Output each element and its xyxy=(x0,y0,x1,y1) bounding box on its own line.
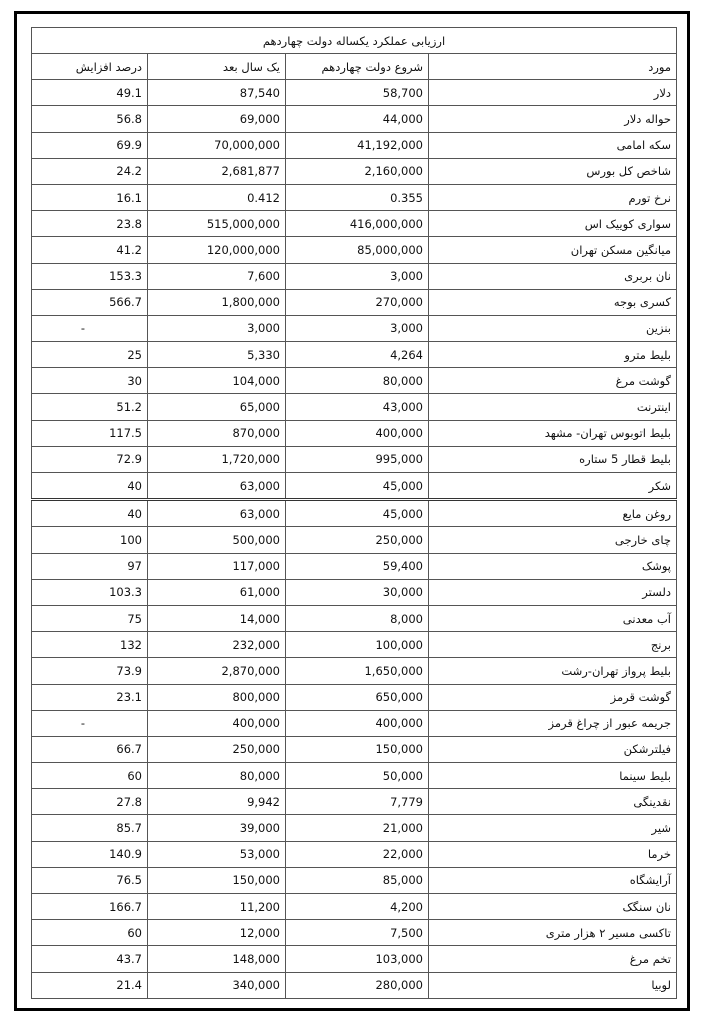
start-cell: 80,000 xyxy=(286,368,429,394)
start-cell: 250,000 xyxy=(286,527,429,553)
item-cell: بلیط قطار 5 ستاره xyxy=(429,446,677,472)
percent-cell: 49.1 xyxy=(32,80,148,106)
item-cell: خرما xyxy=(429,841,677,867)
start-cell: 4,264 xyxy=(286,342,429,368)
item-cell: تخم مرغ xyxy=(429,946,677,972)
item-cell: نان بربری xyxy=(429,263,677,289)
start-cell: 4,200 xyxy=(286,894,429,920)
percent-cell: 25 xyxy=(32,342,148,368)
start-cell: 45,000 xyxy=(286,500,429,527)
start-cell: 3,000 xyxy=(286,315,429,341)
after-cell: 53,000 xyxy=(148,841,286,867)
after-cell: 400,000 xyxy=(148,710,286,736)
item-cell: بلیط پرواز تهران-رشت xyxy=(429,658,677,684)
percent-cell: 43.7 xyxy=(32,946,148,972)
start-cell: 150,000 xyxy=(286,736,429,762)
percent-cell: 76.5 xyxy=(32,867,148,893)
after-cell: 2,681,877 xyxy=(148,158,286,184)
header-percent: درصد افزایش xyxy=(32,54,148,80)
table-row xyxy=(32,789,677,815)
item-cell: حواله دلار xyxy=(429,106,677,132)
table-row xyxy=(32,263,677,289)
table-row xyxy=(32,763,677,789)
percent-cell: 97 xyxy=(32,553,148,579)
start-cell: 270,000 xyxy=(286,289,429,315)
table-row xyxy=(32,158,677,184)
table-row xyxy=(32,211,677,237)
table-row xyxy=(32,894,677,920)
table-row xyxy=(32,579,677,605)
percent-cell: 56.8 xyxy=(32,106,148,132)
start-cell: 7,779 xyxy=(286,789,429,815)
after-cell: 340,000 xyxy=(148,972,286,998)
percent-cell: 75 xyxy=(32,605,148,631)
item-cell: لوبیا xyxy=(429,972,677,998)
start-cell: 45,000 xyxy=(286,473,429,500)
percent-cell: 153.3 xyxy=(32,263,148,289)
item-cell: کسری بوجه xyxy=(429,289,677,315)
percent-cell: 27.8 xyxy=(32,789,148,815)
table-row xyxy=(32,473,677,500)
start-cell: 85,000 xyxy=(286,867,429,893)
item-cell: نقدینگی xyxy=(429,789,677,815)
percent-cell: 66.7 xyxy=(32,736,148,762)
item-cell: میانگین مسکن تهران xyxy=(429,237,677,263)
percent-cell: 69.9 xyxy=(32,132,148,158)
table-row xyxy=(32,684,677,710)
table-row xyxy=(32,80,677,106)
item-cell: سواری کوییک اس xyxy=(429,211,677,237)
after-cell: 1,720,000 xyxy=(148,446,286,472)
item-cell: برنج xyxy=(429,632,677,658)
after-cell: 80,000 xyxy=(148,763,286,789)
table-row xyxy=(32,710,677,736)
start-cell: 2,160,000 xyxy=(286,158,429,184)
header-item: مورد xyxy=(429,54,677,80)
item-cell: نان سنگک xyxy=(429,894,677,920)
after-cell: 515,000,000 xyxy=(148,211,286,237)
table-row xyxy=(32,553,677,579)
item-cell: دلستر xyxy=(429,579,677,605)
item-cell: شیر xyxy=(429,815,677,841)
table-title: ارزیابی عملکرد یکساله دولت چهاردهم xyxy=(32,28,677,54)
percent-cell: - xyxy=(32,315,148,341)
start-cell: 0.355 xyxy=(286,184,429,210)
after-cell: 0.412 xyxy=(148,184,286,210)
table-row xyxy=(32,446,677,472)
start-cell: 7,500 xyxy=(286,920,429,946)
after-cell: 120,000,000 xyxy=(148,237,286,263)
after-cell: 65,000 xyxy=(148,394,286,420)
table-row xyxy=(32,972,677,998)
percent-cell: 60 xyxy=(32,763,148,789)
percent-cell: 72.9 xyxy=(32,446,148,472)
item-cell: اینترنت xyxy=(429,394,677,420)
after-cell: 800,000 xyxy=(148,684,286,710)
after-cell: 104,000 xyxy=(148,368,286,394)
start-cell: 650,000 xyxy=(286,684,429,710)
item-cell: دلار xyxy=(429,80,677,106)
item-cell: آرایشگاه xyxy=(429,867,677,893)
table-row xyxy=(32,815,677,841)
percent-cell: 566.7 xyxy=(32,289,148,315)
start-cell: 43,000 xyxy=(286,394,429,420)
after-cell: 870,000 xyxy=(148,420,286,446)
after-cell: 63,000 xyxy=(148,473,286,500)
percent-cell: 30 xyxy=(32,368,148,394)
table-row xyxy=(32,946,677,972)
table-row xyxy=(32,527,677,553)
percent-cell: 140.9 xyxy=(32,841,148,867)
percent-cell: 51.2 xyxy=(32,394,148,420)
table-row xyxy=(32,658,677,684)
table-row xyxy=(32,736,677,762)
after-cell: 14,000 xyxy=(148,605,286,631)
table-row xyxy=(32,289,677,315)
table-row xyxy=(32,920,677,946)
table-row xyxy=(32,342,677,368)
after-cell: 1,800,000 xyxy=(148,289,286,315)
after-cell: 500,000 xyxy=(148,527,286,553)
start-cell: 3,000 xyxy=(286,263,429,289)
start-cell: 21,000 xyxy=(286,815,429,841)
start-cell: 400,000 xyxy=(286,420,429,446)
after-cell: 7,600 xyxy=(148,263,286,289)
table-row xyxy=(32,867,677,893)
after-cell: 11,200 xyxy=(148,894,286,920)
percent-cell: 40 xyxy=(32,500,148,527)
table-header-row xyxy=(32,54,677,80)
start-cell: 58,700 xyxy=(286,80,429,106)
item-cell: بلیط سینما xyxy=(429,763,677,789)
percent-cell: 41.2 xyxy=(32,237,148,263)
after-cell: 63,000 xyxy=(148,500,286,527)
item-cell: روغن مایع xyxy=(429,500,677,527)
percent-cell: 100 xyxy=(32,527,148,553)
percent-cell: 117.5 xyxy=(32,420,148,446)
start-cell: 103,000 xyxy=(286,946,429,972)
after-cell: 39,000 xyxy=(148,815,286,841)
percent-cell: 132 xyxy=(32,632,148,658)
header-start: شروع دولت چهاردهم xyxy=(286,54,429,80)
start-cell: 416,000,000 xyxy=(286,211,429,237)
item-cell: جریمه عبور از چراغ قرمز xyxy=(429,710,677,736)
after-cell: 5,330 xyxy=(148,342,286,368)
item-cell: آب معدنی xyxy=(429,605,677,631)
start-cell: 22,000 xyxy=(286,841,429,867)
start-cell: 8,000 xyxy=(286,605,429,631)
after-cell: 70,000,000 xyxy=(148,132,286,158)
item-cell: شاخص کل بورس xyxy=(429,158,677,184)
table-title-row xyxy=(32,28,677,54)
table-row xyxy=(32,420,677,446)
table-row xyxy=(32,500,677,527)
after-cell: 117,000 xyxy=(148,553,286,579)
start-cell: 1,650,000 xyxy=(286,658,429,684)
start-cell: 280,000 xyxy=(286,972,429,998)
item-cell: پوشک xyxy=(429,553,677,579)
item-cell: نرخ تورم xyxy=(429,184,677,210)
table-row xyxy=(32,237,677,263)
percent-cell: - xyxy=(32,710,148,736)
table-row xyxy=(32,368,677,394)
after-cell: 12,000 xyxy=(148,920,286,946)
start-cell: 44,000 xyxy=(286,106,429,132)
percent-cell: 24.2 xyxy=(32,158,148,184)
header-after: یک سال بعد xyxy=(148,54,286,80)
item-cell: سکه امامی xyxy=(429,132,677,158)
percent-cell: 40 xyxy=(32,473,148,500)
item-cell: شکر xyxy=(429,473,677,500)
start-cell: 30,000 xyxy=(286,579,429,605)
after-cell: 9,942 xyxy=(148,789,286,815)
percent-cell: 103.3 xyxy=(32,579,148,605)
start-cell: 400,000 xyxy=(286,710,429,736)
after-cell: 250,000 xyxy=(148,736,286,762)
after-cell: 69,000 xyxy=(148,106,286,132)
start-cell: 59,400 xyxy=(286,553,429,579)
table-row xyxy=(32,132,677,158)
start-cell: 85,000,000 xyxy=(286,237,429,263)
item-cell: تاکسی مسیر ۲ هزار متری xyxy=(429,920,677,946)
percent-cell: 73.9 xyxy=(32,658,148,684)
after-cell: 232,000 xyxy=(148,632,286,658)
after-cell: 87,540 xyxy=(148,80,286,106)
table-row xyxy=(32,394,677,420)
percent-cell: 85.7 xyxy=(32,815,148,841)
start-cell: 50,000 xyxy=(286,763,429,789)
table-row xyxy=(32,841,677,867)
start-cell: 995,000 xyxy=(286,446,429,472)
item-cell: گوشت مرغ xyxy=(429,368,677,394)
table-row xyxy=(32,106,677,132)
table-row xyxy=(32,605,677,631)
evaluation-table xyxy=(31,27,677,999)
item-cell: بنزین xyxy=(429,315,677,341)
percent-cell: 21.4 xyxy=(32,972,148,998)
item-cell: چای خارجی xyxy=(429,527,677,553)
start-cell: 41,192,000 xyxy=(286,132,429,158)
percent-cell: 23.1 xyxy=(32,684,148,710)
table-row xyxy=(32,184,677,210)
percent-cell: 16.1 xyxy=(32,184,148,210)
table-row xyxy=(32,315,677,341)
percent-cell: 23.8 xyxy=(32,211,148,237)
start-cell: 100,000 xyxy=(286,632,429,658)
item-cell: بلیط اتوبوس تهران- مشهد xyxy=(429,420,677,446)
table-row xyxy=(32,632,677,658)
item-cell: فیلترشکن xyxy=(429,736,677,762)
percent-cell: 166.7 xyxy=(32,894,148,920)
item-cell: گوشت قرمز xyxy=(429,684,677,710)
after-cell: 150,000 xyxy=(148,867,286,893)
percent-cell: 60 xyxy=(32,920,148,946)
after-cell: 61,000 xyxy=(148,579,286,605)
after-cell: 2,870,000 xyxy=(148,658,286,684)
item-cell: بلیط مترو xyxy=(429,342,677,368)
after-cell: 3,000 xyxy=(148,315,286,341)
after-cell: 148,000 xyxy=(148,946,286,972)
